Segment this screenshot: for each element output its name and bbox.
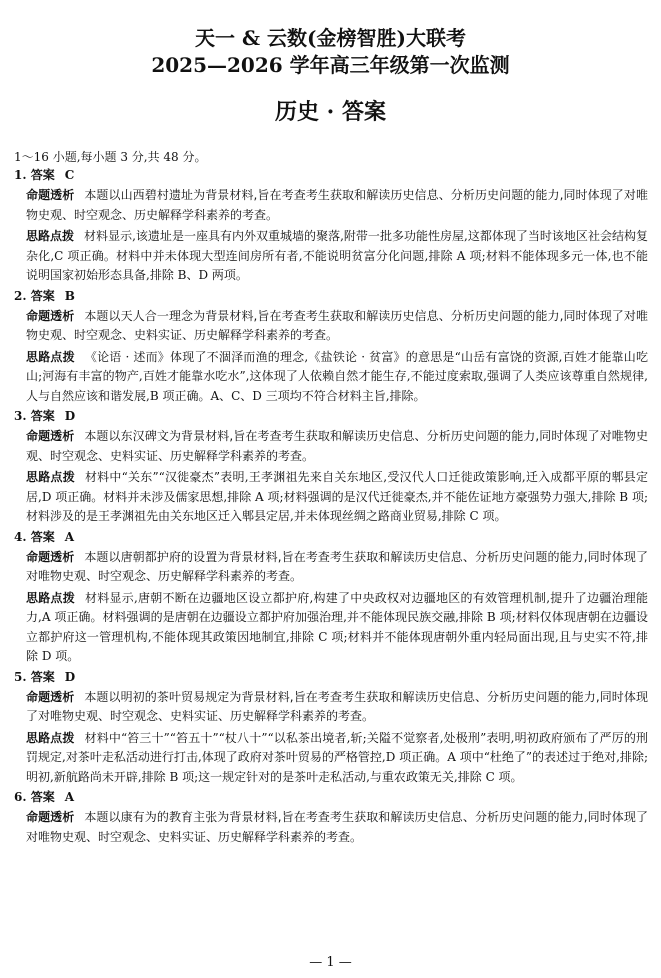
page-number: — 1 — — [309, 955, 352, 970]
question-block — [14, 529, 648, 667]
answer-line: 4. 答案 A — [14, 529, 75, 544]
answer-letter: C — [64, 168, 75, 182]
answer-letter: B — [64, 288, 75, 303]
answer-line: 2. 答案 B — [14, 288, 75, 303]
answer-letter: D — [64, 409, 76, 423]
answer-body — [14, 149, 648, 849]
exam-title: 天一 & 云数(金榜智胜)大联考 — [195, 26, 466, 50]
hint-paragraph: 思路点拨 《论语 · 述而》体现了不涸泽而渔的理念,《盐铁论 · 贫富》的意思是“山岳有富饶的资源,百姓才能靠山吃山;河海有丰富的物产,百姓才能靠水吃水”,这体现了人依赖自然才能生存,不能过度索取,强调了人类应该尊重自然规律,人与自然应该和谐发展,B 项正确。A、C、D 三项均不符合材料主旨,排除。 — [26, 349, 648, 403]
answer-letter: A — [64, 790, 75, 804]
answer-line: 1. 答案 C — [14, 168, 75, 182]
analysis-paragraph: 命题透析 本题以山西碧村遗址为背景材料,旨在考查考生获取和解读历史信息、分析历史问题的能力,同时体现了对唯物史观、时空观念、历史解释学科素养的考查。 — [26, 188, 648, 222]
answer-letter: D — [64, 669, 76, 684]
hint-paragraph: 思路点拨 材料中“笞三十”“笞五十”“杖八十”“以私茶出境者,斩;关隘不觉察者,处极刑”表明,明初政府颁布了严厉的刑罚规定,对茶叶走私活动进行打击,体现了政府对茶叶贸易的严格管控,D 项正确。A 项中“杜绝了”的表述过于绝对,排除;明初,新航路尚未开辟,排除 B 项;这一规定针对的是茶叶走私活动,与重农政策无关,排除 C 项。 — [26, 730, 648, 784]
analysis-paragraph: 命题透析 本题以明初的茶叶贸易规定为背景材料,旨在考查考生获取和解读历史信息、分析历史问题的能力,同时体现了对唯物史观、时空观念、史料实证、历史解释学科素养的考查。 — [26, 689, 648, 723]
analysis-paragraph: 命题透析 本题以唐朝都护府的设置为背景材料,旨在考查考生获取和解读历史信息、分析历史问题的能力,同时体现了对唯物史观、时空观念、历史解释学科素养的考查。 — [26, 549, 648, 583]
answer-line: 3. 答案 D — [14, 409, 76, 423]
question-block — [14, 288, 648, 407]
question-block — [14, 789, 648, 847]
hint-paragraph: 思路点拨 材料显示,唐朝不断在边疆地区设立都护府,构建了中央政权对边疆地区的有效管理机制,提升了边疆治理能力,A 项正确。材料强调的是唐朝在边疆设立都护府加强治理,并不能体现民族交融,排除 B 项;材料仅体现唐朝在边疆设立都护府这一管理机构,不能体现其政策因地制宜,排除 C 项;材料并不能体现唐朝外重内轻局面出现,且与史实不符,排除 D 项。 — [26, 590, 648, 663]
answer-letter: A — [64, 529, 75, 544]
hint-paragraph: 思路点拨 材料中“关东”“汉徙豪杰”表明,王孝渊祖先来自关东地区,受汉代人口迁徙政策影响,迁入成都平原的郫县定居,D 项正确。材料并未涉及儒家思想,排除 A 项;材料强调的是汉代迁徙豪杰,并不能佐证地方豪强势力强大,排除 B 项;材料涉及的是王孝渊祖先由关东地区迁入郫县定居,并未体现丝绸之路商业贸易,排除 C 项。 — [26, 470, 648, 523]
analysis-paragraph: 命题透析 本题以康有为的教育主张为背景材料,旨在考查考生获取和解读历史信息、分析历史问题的能力,同时体现了对唯物史观、时空观念、史料实证、历史解释学科素养的考查。 — [26, 810, 648, 844]
exam-subtitle: 2025—2026 学年高三年级第一次监测 — [151, 53, 510, 77]
answer-line: 5. 答案 D — [14, 669, 76, 684]
analysis-paragraph: 命题透析 本题以天人合一理念为背景材料,旨在考查考生获取和解读历史信息、分析历史问题的能力,同时体现了对唯物史观、时空观念、史料实证、历史解释学科素养的考查。 — [26, 308, 648, 342]
analysis-paragraph: 命题透析 本题以东汉碑文为背景材料,旨在考查考生获取和解读历史信息、分析历史问题的能力,同时体现了对唯物史观、时空观念、史料实证、历史解释学科素养的考查。 — [26, 429, 648, 463]
answer-line: 6. 答案 A — [14, 790, 75, 804]
subject-title: 历史 · 答案 — [275, 99, 386, 125]
question-block — [14, 167, 648, 286]
question-block — [14, 408, 648, 527]
question-block — [14, 669, 648, 788]
intro-line: 1～16 小题,每小题 3 分,共 48 分。 — [14, 150, 207, 164]
hint-paragraph: 思路点拨 材料显示,该遗址是一座具有内外双重城墙的聚落,附带一批多功能性房屋,这都体现了当时该地区社会结构复杂化,C 项正确。材料中并未体现大型连间房所有者,不能说明贫富分化问题,排除 A 项;材料不能体现多元一体,也不能说明国家初始形态具备,排除 B、D 两项。 — [26, 229, 648, 282]
